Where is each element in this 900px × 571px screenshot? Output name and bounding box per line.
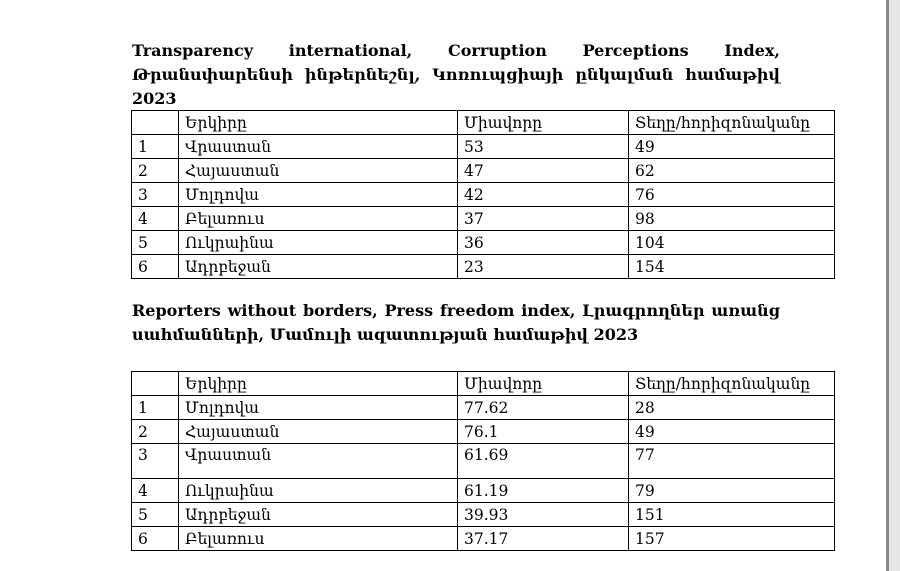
header-cell-country: Երկիրը: [179, 111, 458, 135]
cell-rank: 79: [629, 479, 835, 503]
cell-score: 53: [458, 135, 629, 159]
header-cell-index: [132, 111, 179, 135]
heading-corruption-index: Transparency international, Corruption Perceptions Index, Թրանսփարենսի ինթերնեշնլ, Կոռուպցիայի ընկալման համաթիվ 2023: [132, 41, 780, 108]
header-cell-score: Միավորը: [458, 111, 629, 135]
cell-country: Ուկրաինա: [179, 231, 458, 255]
table-header-row: [132, 372, 835, 396]
cell-index: 4: [132, 207, 179, 231]
table-corruption-index: [131, 110, 835, 279]
header-cell-score: Միավորը: [458, 372, 629, 396]
cell-index: 1: [132, 135, 179, 159]
cell-rank: 49: [629, 135, 835, 159]
cell-rank: 98: [629, 207, 835, 231]
cell-rank: 76: [629, 183, 835, 207]
cell-index: 3: [132, 183, 179, 207]
cell-index: 4: [132, 479, 179, 503]
cell-score: 23: [458, 255, 629, 279]
page-edge-margin: [889, 0, 900, 571]
header-cell-index: [132, 372, 179, 396]
cell-score: 39.93: [458, 503, 629, 527]
cell-score: 47: [458, 159, 629, 183]
cell-index: 2: [132, 420, 179, 444]
cell-score: 36: [458, 231, 629, 255]
table-row: [132, 255, 835, 279]
table-row: [132, 135, 835, 159]
cell-country: Բելառուս: [179, 207, 458, 231]
cell-country: Ուկրաինա: [179, 479, 458, 503]
cell-score: 61.19: [458, 479, 629, 503]
cell-country: Ադրբեջան: [179, 503, 458, 527]
table-press-freedom-index: [131, 371, 835, 551]
table-row: [132, 396, 835, 420]
cell-rank: 62: [629, 159, 835, 183]
cell-country: Ադրբեջան: [179, 255, 458, 279]
cell-score: 77.62: [458, 396, 629, 420]
table-row: [132, 207, 835, 231]
cell-index: 6: [132, 527, 179, 551]
cell-score: 37.17: [458, 527, 629, 551]
cell-country: Բելառուս: [179, 527, 458, 551]
cell-index: 6: [132, 255, 179, 279]
heading-press-freedom-index: Reporters without borders, Press freedom index, Լրագրողներ առանց սահմանների, Մամուլի ազատության համաթիվ 2023: [132, 301, 780, 344]
header-cell-rank: Տեղը/հորիզոնականը: [629, 372, 835, 396]
cell-index: 1: [132, 396, 179, 420]
cell-country: Մոլդովա: [179, 183, 458, 207]
table-row: [132, 479, 835, 503]
cell-country: Հայաստան: [179, 420, 458, 444]
cell-index: 3: [132, 444, 179, 479]
cell-rank: 77: [629, 444, 835, 479]
cell-rank: 104: [629, 231, 835, 255]
table-row: [132, 231, 835, 255]
cell-country: Վրաստան: [179, 135, 458, 159]
table-row: [132, 183, 835, 207]
table-header-row: [132, 111, 835, 135]
cell-score: 42: [458, 183, 629, 207]
table-row: [132, 444, 835, 479]
table-row: [132, 527, 835, 551]
cell-country: Մոլդովա: [179, 396, 458, 420]
table-row: [132, 159, 835, 183]
cell-rank: 28: [629, 396, 835, 420]
cell-rank: 49: [629, 420, 835, 444]
cell-score: 37: [458, 207, 629, 231]
cell-rank: 151: [629, 503, 835, 527]
cell-score: 76.1: [458, 420, 629, 444]
cell-country: Հայաստան: [179, 159, 458, 183]
table-row: [132, 503, 835, 527]
cell-index: 5: [132, 231, 179, 255]
cell-index: 2: [132, 159, 179, 183]
cell-score: 61.69: [458, 444, 629, 479]
header-cell-rank: Տեղը/հորիզոնականը: [629, 111, 835, 135]
table-row: [132, 420, 835, 444]
header-cell-country: Երկիրը: [179, 372, 458, 396]
cell-rank: 157: [629, 527, 835, 551]
cell-country: Վրաստան: [179, 444, 458, 479]
cell-rank: 154: [629, 255, 835, 279]
cell-index: 5: [132, 503, 179, 527]
